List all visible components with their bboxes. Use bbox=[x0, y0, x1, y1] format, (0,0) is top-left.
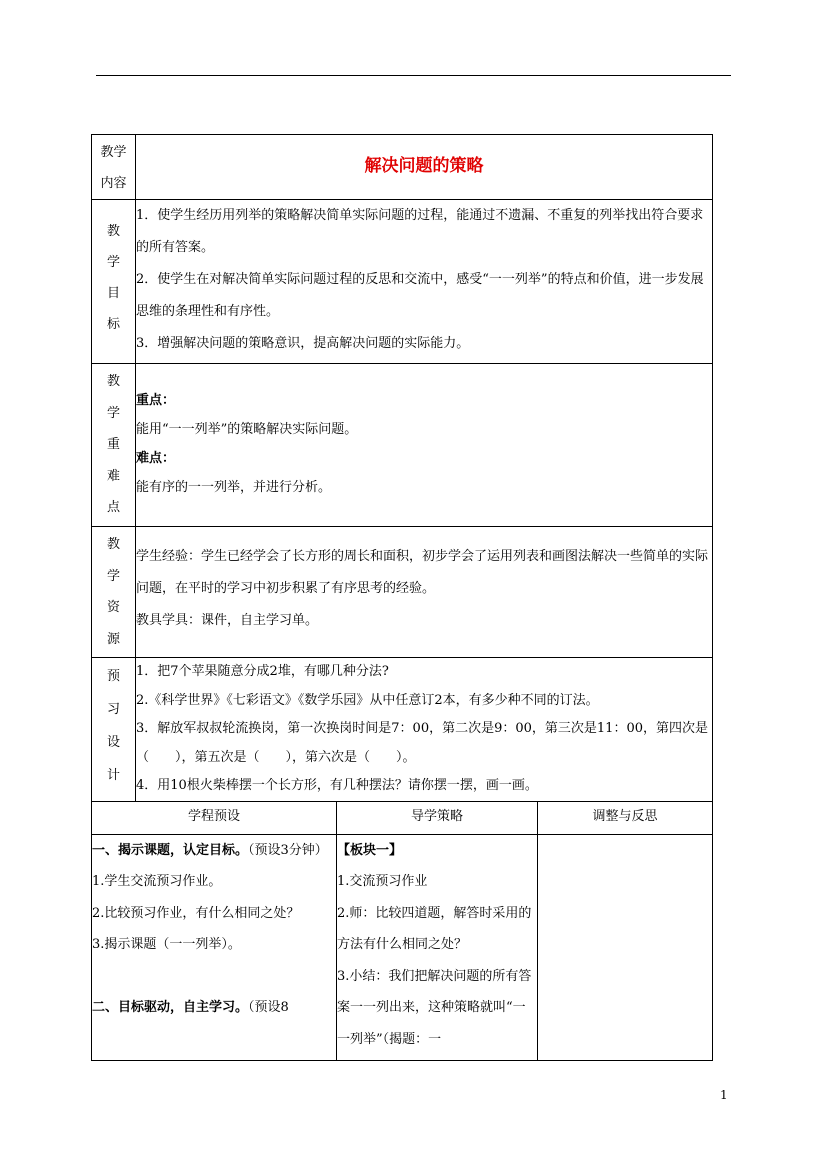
header-rule bbox=[96, 75, 731, 76]
process-item: 3.揭示课题（一一列举）。 bbox=[92, 937, 241, 952]
preview-label: 预 习 设 计 bbox=[92, 658, 136, 802]
column-header: 学程预设 bbox=[92, 801, 337, 834]
preview-item: 2.《科学世界》《七彩语文》《数学乐园》从中任意订2本，有多少种不同的订法。 bbox=[136, 692, 599, 708]
process-item: 2.比较预习作业，有什么相同之处？ bbox=[92, 905, 300, 921]
procedure-row bbox=[92, 834, 713, 1060]
column-header-row bbox=[92, 801, 713, 834]
preview-item: 3．解放军叔叔轮流换岗，第一次换岗时间是7：00，第二次是9：00，第三次是11：00，第四次是（ ），第五次是（ ），第六次是（ ）。 bbox=[136, 721, 708, 765]
block-heading: 【板块一】 bbox=[337, 842, 403, 858]
process-item: 1.学生交流预习作业。 bbox=[92, 874, 222, 889]
content-label: 教学 内容 bbox=[92, 135, 136, 200]
column-header: 导学策略 bbox=[337, 801, 538, 834]
page-number: 1 bbox=[720, 1088, 728, 1102]
key-points-content bbox=[136, 364, 713, 527]
section-note: （预设8 bbox=[248, 999, 289, 1015]
goals-label: 教 学 目 标 bbox=[92, 200, 136, 364]
resource-item: 教具学具：课件，自主学习单。 bbox=[136, 613, 319, 628]
key-point-text: 能用“一一列举”的策略解决实际问题。 bbox=[136, 422, 358, 437]
preview-row bbox=[92, 658, 713, 802]
strategy-item: 1.交流预习作业 bbox=[337, 874, 428, 889]
lesson-plan-table bbox=[91, 134, 713, 1061]
content-row bbox=[92, 135, 713, 200]
resource-item: 学生经验：学生已经学会了长方形的周长和面积，初步学会了运用列表和画图法解决一些简单的实际问题，在平时的学习中初步积累了有序思考的经验。 bbox=[136, 549, 709, 596]
goals-content bbox=[136, 200, 713, 364]
strategy-cell bbox=[337, 834, 538, 1060]
preview-item: 1．把7个苹果随意分成2堆，有哪几种分法? bbox=[136, 664, 389, 679]
goal-item: 3．增强解决问题的策略意识，提高解决问题的实际能力。 bbox=[136, 336, 470, 351]
goals-row bbox=[92, 200, 713, 364]
goal-item: 1．使学生经历用列举的策略解决简单实际问题的过程，能通过不遗漏、不重复的列举找出符合要求的所有答案。 bbox=[136, 208, 704, 255]
section-heading: 一、揭示课题，认定目标。 bbox=[92, 842, 249, 858]
column-header: 调整与反思 bbox=[538, 801, 713, 834]
key-points-label: 教 学 重 难 点 bbox=[92, 364, 136, 527]
preview-content bbox=[136, 658, 713, 802]
preview-item: 4．用10根火柴棒摆一个长方形，有几种摆法？请你摆一摆，画一画。 bbox=[136, 778, 538, 793]
strategy-item: 3.小结：我们把解决问题的所有答案一一列出来，这种策略就叫“一一列举”（揭题：一 bbox=[337, 968, 532, 1047]
difficulty-heading: 难点： bbox=[136, 451, 176, 466]
key-points-row bbox=[92, 364, 713, 527]
reflection-cell bbox=[538, 834, 713, 1060]
resources-row bbox=[92, 527, 713, 658]
learning-process-cell bbox=[92, 834, 337, 1060]
key-point-heading: 重点： bbox=[136, 393, 176, 408]
difficulty-text: 能有序的一一列举，并进行分析。 bbox=[136, 480, 332, 495]
lesson-title: 解决问题的策略 bbox=[136, 135, 713, 200]
section-heading: 二、目标驱动，自主学习。 bbox=[92, 999, 249, 1015]
goal-item: 2．使学生在对解决简单实际问题过程的反思和交流中，感受“一一列举”的特点和价值，进一步发展思维的条理性和有序性。 bbox=[136, 272, 704, 319]
resources-content bbox=[136, 527, 713, 658]
strategy-item: 2.师：比较四道题，解答时采用的方法有什么相同之处？ bbox=[337, 905, 532, 952]
section-note: （预设3分钟） bbox=[248, 842, 328, 858]
resources-label: 教 学 资 源 bbox=[92, 527, 136, 658]
